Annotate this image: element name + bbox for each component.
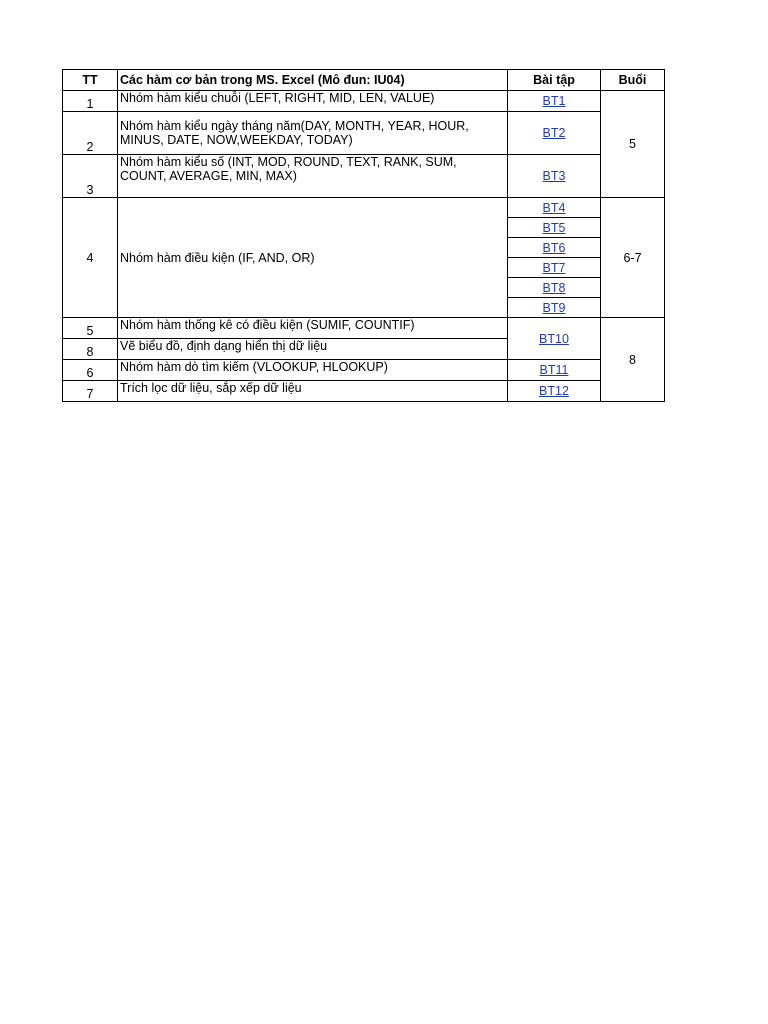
function-group-name: Trích lọc dữ liệu, sắp xếp dữ liệu <box>118 381 508 402</box>
exercise-link-bt9[interactable]: BT9 <box>542 300 566 315</box>
table-row <box>63 91 665 112</box>
header-row <box>63 70 665 91</box>
row-number: 2 <box>63 112 118 155</box>
function-group-name: Nhóm hàm kiểu chuỗi (LEFT, RIGHT, MID, LEN, VALUE) <box>118 91 508 112</box>
exercise-cell <box>508 238 601 258</box>
row-number: 1 <box>63 91 118 112</box>
exercise-link-bt4[interactable]: BT4 <box>542 200 566 215</box>
function-group-name: Nhóm hàm thống kê có điều kiện (SUMIF, COUNTIF) <box>118 318 508 339</box>
exercise-cell <box>508 218 601 238</box>
exercise-link-bt1[interactable]: BT1 <box>542 94 566 108</box>
exercise-table <box>62 69 665 402</box>
session-cell: 8 <box>601 318 665 402</box>
exercise-link-bt11[interactable]: BT11 <box>539 363 569 377</box>
header-tt: TT <box>63 70 118 91</box>
exercise-link-bt10[interactable]: BT10 <box>539 331 569 346</box>
function-group-name-line: COUNT, AVERAGE, MIN, MAX) <box>120 169 297 183</box>
exercise-cell <box>508 258 601 278</box>
function-group-name: Nhóm hàm dò tìm kiếm (VLOOKUP, HLOOKUP) <box>118 360 508 381</box>
exercise-cell <box>508 91 601 112</box>
exercise-link-bt3[interactable]: BT3 <box>542 169 566 183</box>
exercise-cell <box>508 112 601 155</box>
row-number: 4 <box>63 198 118 318</box>
header-function-group: Các hàm cơ bản trong MS. Excel (Mô đun: IU04) <box>118 70 508 91</box>
exercise-cell <box>508 318 601 360</box>
exercise-link-bt6[interactable]: BT6 <box>542 240 566 255</box>
row-number: 8 <box>63 339 118 360</box>
function-group-name: Vẽ biểu đồ, định dạng hiển thị dữ liệu <box>118 339 508 360</box>
row-number: 5 <box>63 318 118 339</box>
function-group-name: Nhóm hàm điều kiện (IF, AND, OR) <box>118 198 508 318</box>
table-row <box>63 360 665 381</box>
exercise-cell <box>508 278 601 298</box>
header-session: Buổi <box>601 70 665 91</box>
row-number: 7 <box>63 381 118 402</box>
exercise-link-bt8[interactable]: BT8 <box>542 280 566 295</box>
exercise-cell <box>508 381 601 402</box>
row-number: 3 <box>63 155 118 198</box>
exercise-link-bt2[interactable]: BT2 <box>542 126 566 140</box>
table-row <box>63 381 665 402</box>
table-row <box>63 318 665 339</box>
function-group-name <box>118 155 508 198</box>
session-cell: 5 <box>601 91 665 198</box>
session-cell: 6-7 <box>601 198 665 318</box>
header-exercise: Bài tập <box>508 70 601 91</box>
function-group-name-line: MINUS, DATE, NOW,WEEKDAY, TODAY) <box>120 133 353 147</box>
exercise-link-bt7[interactable]: BT7 <box>542 260 566 275</box>
exercise-link-bt5[interactable]: BT5 <box>542 220 566 235</box>
exercise-cell <box>508 298 601 318</box>
exercise-cell <box>508 198 601 218</box>
function-group-name-line: Nhóm hàm kiểu số (INT, MOD, ROUND, TEXT, RANK, SUM, <box>120 155 457 169</box>
table-row <box>63 112 665 155</box>
exercise-link-bt12[interactable]: BT12 <box>539 384 569 398</box>
row-number: 6 <box>63 360 118 381</box>
table-row <box>63 155 665 198</box>
table-row <box>63 198 665 218</box>
function-group-name-line: Nhóm hàm kiểu ngày tháng năm(DAY, MONTH, YEAR, HOUR, <box>120 119 469 133</box>
function-group-name <box>118 112 508 155</box>
exercise-cell <box>508 360 601 381</box>
exercise-cell <box>508 155 601 198</box>
